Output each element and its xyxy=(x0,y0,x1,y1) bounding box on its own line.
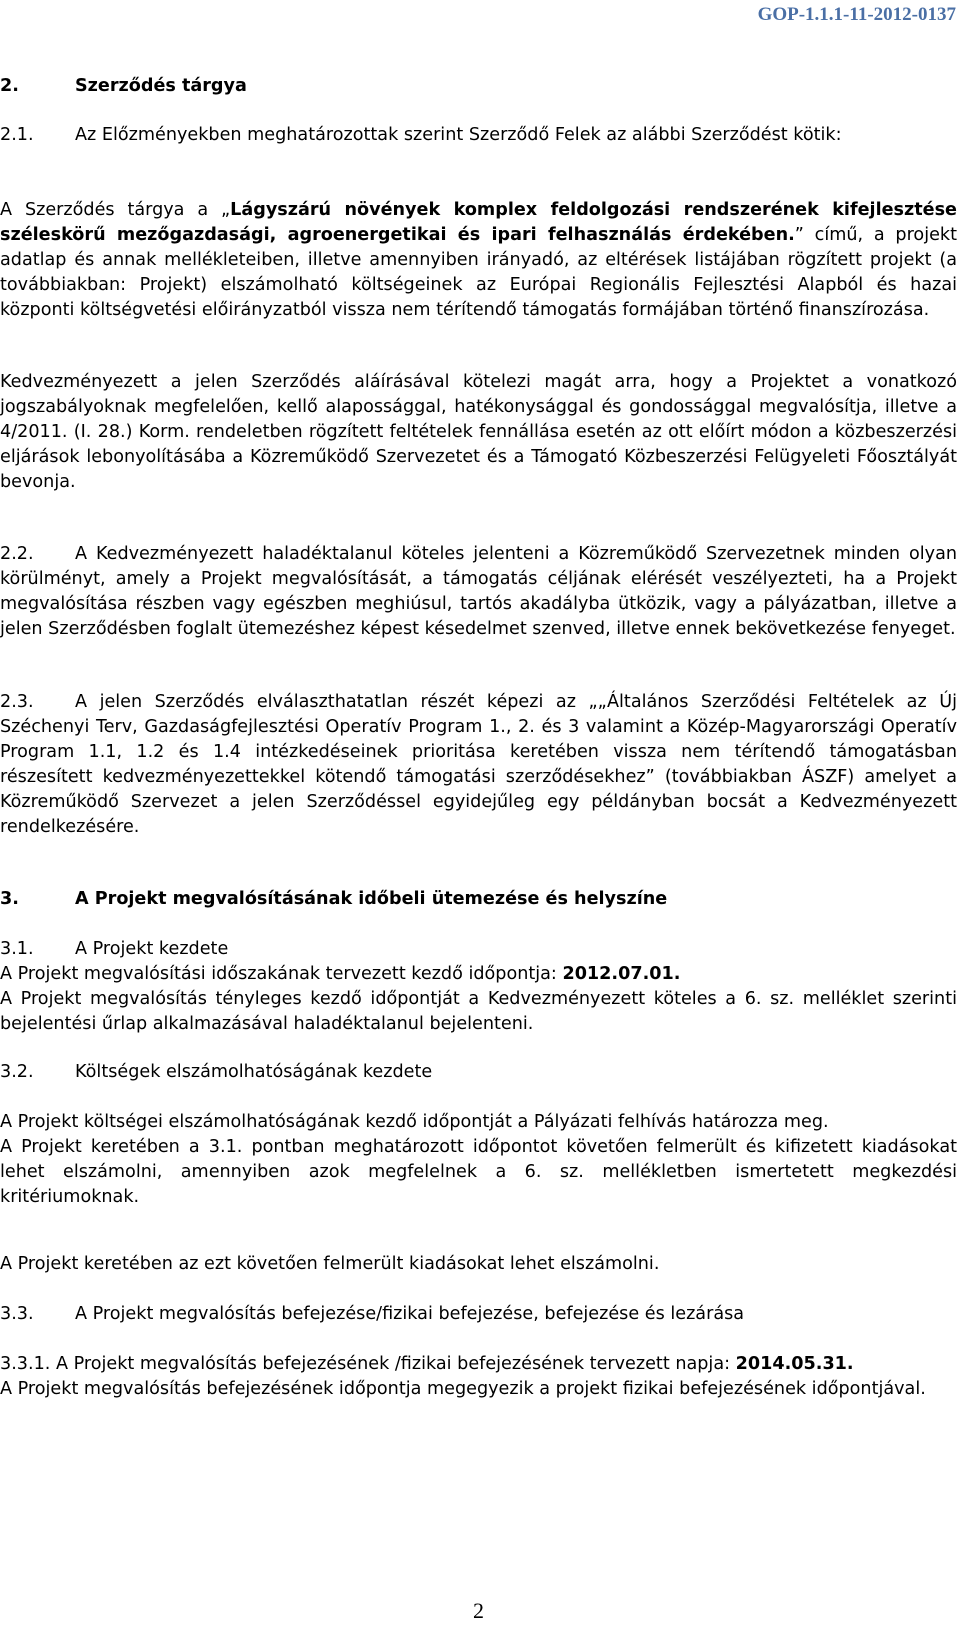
page-number: 2 xyxy=(473,1598,484,1623)
obligation-text: Kedvezményezett a jelen Szerződés aláírásával kötelezi magát arra, hogy a Projektet a vonatkozó jogszabályoknak megfelelően, kellő alapossággal, hatékonysággal és gondossággal megvalósítja, illetve a 4/2011. (I. 28.) Korm. rendeletben rögzített feltételek fennállása esetén az ott előírt módon a közbeszerzési eljárások lebonyolításába a Közreműködő Szervezetet és a Támogató Közbeszerzési Felügyeleti Főosztályát bevonja. xyxy=(0,372,957,492)
contract-subject-paragraph xyxy=(0,198,957,323)
paragraph-title: Költségek elszámolhatóságának kezdete xyxy=(75,1062,433,1082)
paragraph-number: 2.2. xyxy=(0,544,34,564)
eligibility-closing-text: A Projekt keretében az ezt követően felmerült kiadásokat lehet elszámolni. xyxy=(0,1254,660,1274)
paragraph-text: A Projekt megvalósítás befejezésének /fizikai befejezésének tervezett napja: xyxy=(55,1354,736,1374)
paragraph-title: A Projekt kezdete xyxy=(75,939,229,959)
paragraph-3-2-closing xyxy=(0,1252,957,1277)
paragraph-number: 2.3. xyxy=(0,692,34,712)
subject-suffix: ” című, a projekt adatlap és annak mellékleteiben, illetve amennyiben irányadó, az eltérések listájában rögzített projekt (a továbbiakban: Projekt) elszámolható költségeinek az Európai Regionális Fejlesztési Alapból és hazai központi költségvetési előirányzatból vissza nem térítendő támogatás formájában történő finanszírozása. xyxy=(0,225,957,320)
document-reference: GOP-1.1.1-11-2012-0137 xyxy=(757,4,956,25)
start-date-note: A Projekt megvalósítás tényleges kezdő időpontját a Kedvezményezett köteles a 6. sz. melléklet szerinti bejelentési űrlap alkalmazásával haladéktalanul bejelenteni. xyxy=(0,989,957,1034)
paragraph-number: 3.1. xyxy=(0,939,34,959)
subject-prefix: A Szerződés tárgya a „ xyxy=(0,200,231,220)
section-title: A Projekt megvalósításának időbeli ütemezése és helyszíne xyxy=(75,889,668,909)
paragraph-number: 2.1. xyxy=(0,125,34,145)
eligibility-criteria-text: A Projekt keretében a 3.1. pontban meghatározott időpontot követően felmerült és kifizetett kiadásokat lehet elszámolni, amennyiben azok megfelelnek a 6. sz. mellékletben ismertetett megkezdési kritériumoknak. xyxy=(0,1137,957,1207)
paragraph-title: A Projekt megvalósítás befejezése/fizikai befejezése, befejezése és lezárása xyxy=(75,1304,745,1324)
paragraph-text: Az Előzményekben meghatározottak szerint Szerződő Felek az alábbi Szerződést kötik: xyxy=(75,125,842,145)
section-number: 2. xyxy=(0,76,19,96)
section-3-heading xyxy=(0,887,957,912)
paragraph-3-1 xyxy=(0,937,957,1037)
paragraph-2-2 xyxy=(0,542,957,642)
paragraph-text: A jelen Szerződés elválaszthatatlan részét képezi az „„Általános Szerződési Feltételek az Új Széchenyi Terv, Gazdaságfejlesztési Operatív Program 1., 2. és 3 valamint a Közép-Magyarországi Operatív Program 1.1, 1.2 és 1.4 intézkedéseinek prioritása keretében vissza nem térítendő támogatásban részesített kedvezményezettekkel kötendő támogatási szerződésekhez” (továbbiakban ÁSZF) amelyet a Közreműködő Szervezet a jelen Szerződéssel egyidejűleg egy példányban bocsát a Kedvezményezett rendelkezésére. xyxy=(0,692,957,837)
paragraph-number: 3.3.1. xyxy=(0,1354,51,1374)
paragraph-2-1 xyxy=(0,123,957,148)
paragraph-3-2-body xyxy=(0,1110,957,1210)
section-2-heading xyxy=(0,74,957,99)
paragraph-number: 3.3. xyxy=(0,1304,34,1324)
section-title: Szerződés tárgya xyxy=(75,76,247,96)
project-title: Lágyszárú növények komplex feldolgozási rendszerének kifejlesztése széleskörű mezőgazdasági, agroenergetikai és ipari felhasználás érdekében. xyxy=(0,200,957,245)
eligibility-text: A Projekt költségei elszámolhatóságának kezdő időpontját a Pályázati felhívás határozza meg. xyxy=(0,1112,829,1132)
paragraph-text: A Kedvezményezett haladéktalanul köteles jelenteni a Közreműködő Szervezetnek minden olyan körülményt, amely a Projekt megvalósítását, a támogatás céljának elérését veszélyezteti, ha a Projekt megvalósítása részben vagy egészben meghiúsul, tartós akadályba ütközik, vagy a pályázatban, illetve a jelen Szerződésben foglalt ütemezéshez képest késedelmet szenved, illetve ennek bekövetkezése fenyeget. xyxy=(0,544,957,639)
paragraph-2-3 xyxy=(0,690,957,840)
obligation-paragraph xyxy=(0,370,957,495)
paragraph-3-2-heading xyxy=(0,1060,957,1085)
paragraph-3-3-1 xyxy=(0,1352,957,1402)
start-date-label: A Projekt megvalósítási időszakának tervezett kezdő időpontja: xyxy=(0,964,563,984)
section-number: 3. xyxy=(0,889,19,909)
paragraph-number: 3.2. xyxy=(0,1062,34,1082)
start-date: 2012.07.01. xyxy=(562,964,681,984)
end-date: 2014.05.31. xyxy=(735,1354,854,1374)
end-date-note: A Projekt megvalósítás befejezésének időpontja megegyezik a projekt fizikai befejezésének időpontjával. xyxy=(0,1379,926,1399)
paragraph-3-3 xyxy=(0,1302,957,1327)
